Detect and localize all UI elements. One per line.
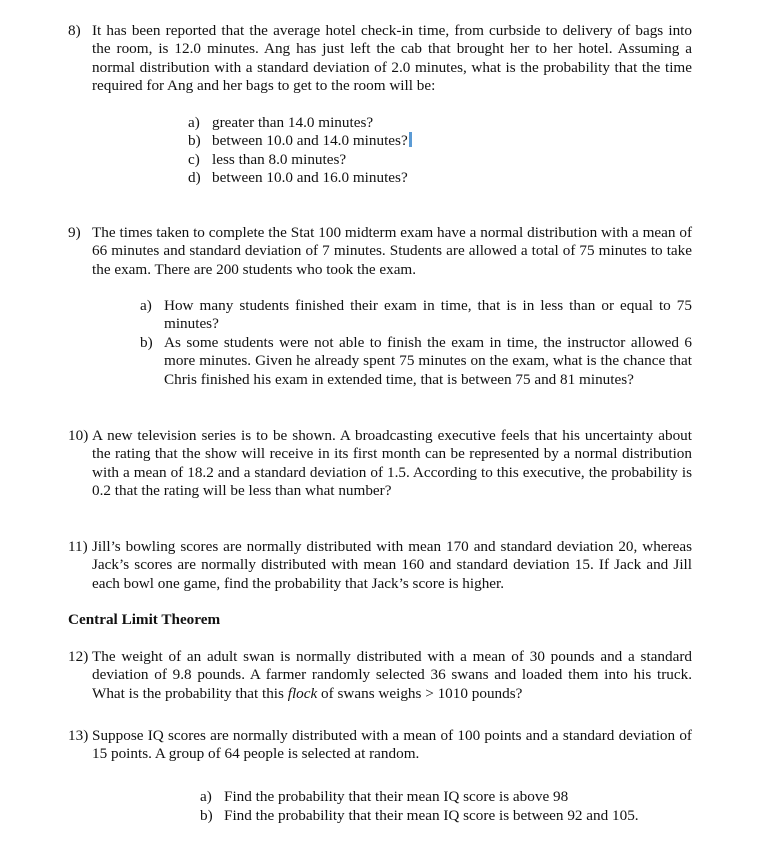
list-item: d) between 10.0 and 16.0 minutes? [188, 169, 408, 187]
question-number: 11) [68, 538, 88, 555]
question-number: 13) [68, 727, 89, 744]
list-item: b) As some students were not able to finish the exam in time, the instructor allowed 6 more minutes. Given he already spent 75 minutes on the exam, what is the chance that Chris finished his exam in extended time, that is between 75 and 81 minutes? [140, 333, 692, 388]
section-heading: Central Limit Theorem [68, 611, 221, 628]
question-number: 8) [68, 22, 81, 39]
question-8 [68, 22, 692, 96]
list-item: b) Find the probability that their mean IQ score is between 92 and 105. [200, 807, 639, 825]
question-8-parts [188, 114, 448, 188]
list-item: b) between 10.0 and 14.0 minutes? [188, 132, 448, 150]
question-text: The weight of an adult swan is normally distributed with a mean of 30 pounds and a standard deviation of 9.8 pounds. A farmer randomly selected 36 swans and loaded them into his truck. What is the probability that this flock of swans weighs > 1010 pounds? [92, 648, 692, 702]
question-number: 10) [68, 427, 89, 444]
question-11 [68, 538, 692, 593]
question-9 [68, 224, 692, 279]
list-item: c) less than 8.0 minutes? [188, 150, 347, 168]
question-text: The times taken to complete the Stat 100 midterm exam have a normal distribution with a mean of 66 minutes and standard deviation of 7 minutes. Students are allowed a total of 75 minutes to take the exam. There are 200 students who took the exam. [92, 224, 692, 278]
question-10 [68, 427, 692, 501]
question-number: 12) [68, 648, 89, 665]
question-12 [68, 648, 692, 703]
question-9-parts [140, 297, 692, 389]
text-cursor [409, 132, 412, 147]
question-text: It has been reported that the average hotel check-in time, from curbside to delivery of bags into the room, is 12.0 minutes. Ang has just left the cab that brought her to her hotel. Assuming a normal distribution with a standard deviation of 2.0 minutes, what is the probability that the time required for Ang and her bags to get to the room will be: [92, 22, 692, 95]
question-text: A new television series is to be shown. A broadcasting executive feels that his uncertainty about the rating that the show will receive in its first month can be represented by a normal distribution with a mean of 18.2 and a standard deviation of 1.5. According to this executive, the probability is 0.2 that the rating will be less than what number? [92, 427, 692, 500]
question-13 [68, 727, 692, 764]
list-item: a) How many students finished their exam in time, that is in less than or equal to 75 minutes? [140, 297, 692, 333]
list-item: a) greater than 14.0 minutes? [188, 114, 374, 131]
question-13-parts [200, 788, 680, 826]
question-text: Suppose IQ scores are normally distributed with a mean of 100 points and a standard deviation of 15 points. A group of 64 people is selected at random. [92, 727, 692, 763]
list-item: a) Find the probability that their mean IQ score is above 98 [200, 788, 569, 805]
question-text: Jill’s bowling scores are normally distributed with mean 170 and standard deviation 20, whereas Jack’s scores are normally distributed with mean 160 and standard deviation 15. If Jack and Jill each bowl one game, find the probability that Jack’s score is higher. [92, 538, 692, 592]
question-number: 9) [68, 224, 81, 241]
